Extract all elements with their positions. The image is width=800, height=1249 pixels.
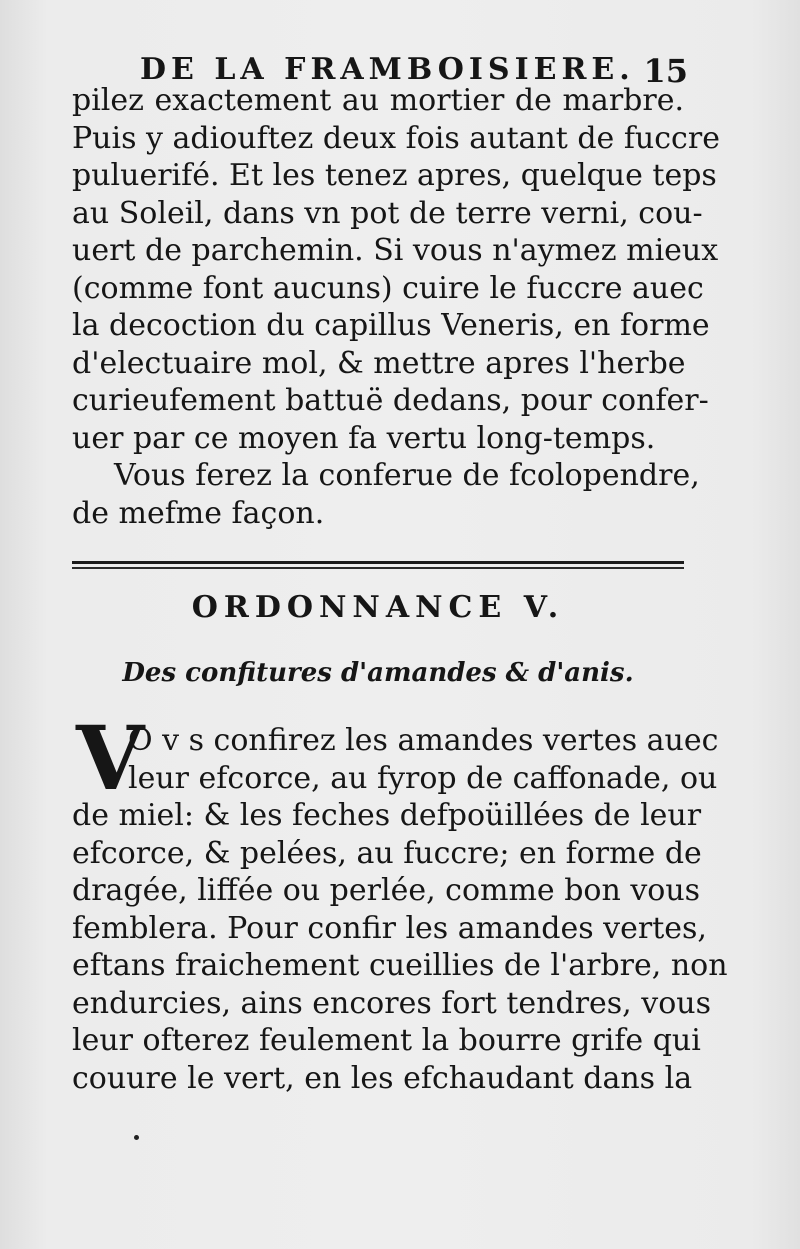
text-line: (comme font aucuns) cuire le fuccre auec [72,270,704,306]
text-line: au Soleil, dans vn pot de terre verni, cou- [72,195,703,231]
text-line: Vous ferez la conferue de fcolopendre, [114,458,700,493]
text-line: O v s confirez les amandes vertes auec [128,723,719,758]
drop-cap: V [76,706,145,810]
text-line: curieufement battuë dedans, pour confer- [72,383,709,418]
text-line: eftans fraichement cueillies de l'arbre, non [72,948,728,983]
divider-line-thick [72,561,684,564]
text-line: endurcies, ains encores fort tendres, vous [72,985,711,1021]
text-line: uert de parchemin. Si vous n'aymez mieux [72,233,719,268]
text-line: dragée, liffée ou perlée, comme bon vous [72,873,701,908]
text-line: d'electuaire mol, & mettre apres l'herbe [72,345,686,381]
section-divider [72,561,684,572]
text-line: couure le vert, en les efchaudant dans la [72,1060,693,1096]
text-line: la decoction du capillus Veneris, en forme [72,308,710,343]
text-block-2 [72,722,728,1097]
divider-line-thin [72,567,684,569]
text-line: pilez exactement au mortier de marbre. [72,83,684,118]
section-heading: ORDONNANCE V. [191,590,565,625]
text-block-1 [72,82,720,457]
text-line: leur ofterez feulement la bourre grife qui [72,1023,701,1058]
text-line: leur efcorce, au fyrop de caffonade, ou [128,760,718,796]
text-line: de miel: & les feches defpoüillées de leur [72,798,702,833]
text-line: Puis y adiouftez deux fois autant de fuccre [72,120,720,156]
text-line: de mefme façon. [72,495,325,531]
section-subheading: Des confitures d'amandes & d'anis. [122,658,634,688]
text-line: puluerifé. Et les tenez apres, quelque teps [72,158,717,193]
text-line: efcorce, & pelées, au fuccre; en forme de [72,835,702,871]
ink-speck [134,1135,139,1140]
text-line: femblera. Pour confir les amandes vertes, [72,910,707,946]
text-line: uer par ce moyen fa vertu long-temps. [72,420,656,456]
running-title: DE LA FRAMBOISIERE. [140,52,635,87]
text-block-1b [72,457,700,532]
page-number: 15 [643,52,688,90]
